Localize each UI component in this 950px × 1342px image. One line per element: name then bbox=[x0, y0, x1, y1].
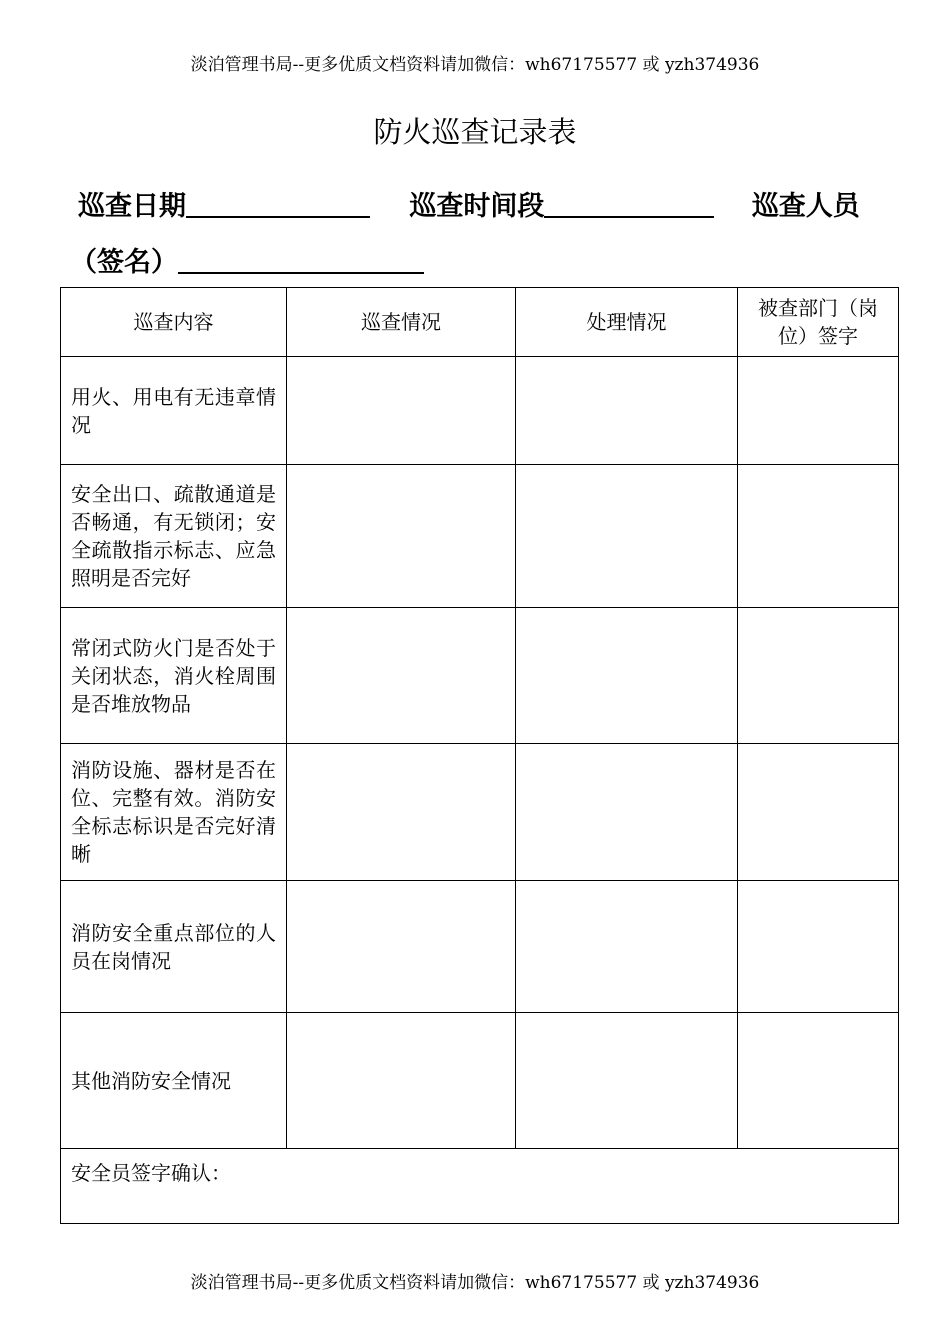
table-row bbox=[61, 744, 899, 881]
table-row bbox=[61, 608, 899, 744]
footer-note: 淡泊管理书局--更多优质文档资料请加微信：wh67175577 或 yzh374936 bbox=[190, 1273, 760, 1293]
row-item-text: 常闭式防火门是否处于关闭状态，消火栓周围是否堆放物品 bbox=[61, 608, 287, 744]
handling-cell[interactable] bbox=[516, 881, 738, 1013]
header-note: 淡泊管理书局--更多优质文档资料请加微信：wh67175577 或 yzh374936 bbox=[190, 55, 760, 75]
signature-cell[interactable] bbox=[738, 1013, 899, 1149]
handling-cell[interactable] bbox=[516, 357, 738, 465]
signature-label: （签名） bbox=[70, 247, 178, 278]
signature-cell[interactable] bbox=[738, 744, 899, 881]
row-item-text: 消防设施、器材是否在位、完整有效。消防安全标志标识是否完好清晰 bbox=[61, 744, 287, 881]
handling-cell[interactable] bbox=[516, 465, 738, 608]
inspection-cell[interactable] bbox=[287, 465, 516, 608]
signature-cell[interactable] bbox=[738, 357, 899, 465]
table-row bbox=[61, 465, 899, 608]
date-field[interactable] bbox=[186, 190, 370, 218]
column-header-content: 巡查内容 bbox=[61, 288, 287, 357]
inspection-cell[interactable] bbox=[287, 357, 516, 465]
signature-cell[interactable] bbox=[738, 465, 899, 608]
inspector-label: 巡查人员 bbox=[751, 191, 860, 222]
inspection-cell[interactable] bbox=[287, 608, 516, 744]
table-row bbox=[61, 357, 899, 465]
signature-cell[interactable] bbox=[738, 608, 899, 744]
inspection-cell[interactable] bbox=[287, 744, 516, 881]
row-item-text: 安全出口、疏散通道是否畅通，有无锁闭；安全疏散指示标志、应急照明是否完好 bbox=[61, 465, 287, 608]
signature-cell[interactable] bbox=[738, 881, 899, 1013]
signature-field[interactable] bbox=[178, 246, 424, 274]
time-label: 巡查时间段 bbox=[409, 191, 545, 222]
row-item-text: 消防安全重点部位的人员在岗情况 bbox=[61, 881, 287, 1013]
table-row bbox=[61, 881, 899, 1013]
handling-cell[interactable] bbox=[516, 1013, 738, 1149]
row-item-text: 其他消防安全情况 bbox=[61, 1013, 287, 1149]
page-title: 防火巡查记录表 bbox=[373, 115, 577, 149]
inspection-table bbox=[60, 287, 899, 1224]
handling-cell[interactable] bbox=[516, 744, 738, 881]
safety-officer-confirmation[interactable]: 安全员签字确认： bbox=[61, 1149, 899, 1224]
column-header-signature: 被查部门（岗位）签字 bbox=[738, 288, 899, 357]
safety-officer-row bbox=[61, 1149, 899, 1224]
column-header-handling: 处理情况 bbox=[516, 288, 738, 357]
info-line-signature bbox=[70, 240, 882, 279]
date-label: 巡查日期 bbox=[78, 191, 186, 222]
inspection-cell[interactable] bbox=[287, 881, 516, 1013]
table-header-row bbox=[61, 288, 899, 357]
inspection-cell[interactable] bbox=[287, 1013, 516, 1149]
info-line-date-time bbox=[78, 184, 890, 223]
table-row bbox=[61, 1013, 899, 1149]
handling-cell[interactable] bbox=[516, 608, 738, 744]
time-field[interactable] bbox=[544, 190, 714, 218]
row-item-text: 用火、用电有无违章情况 bbox=[61, 357, 287, 465]
column-header-inspection: 巡查情况 bbox=[287, 288, 516, 357]
